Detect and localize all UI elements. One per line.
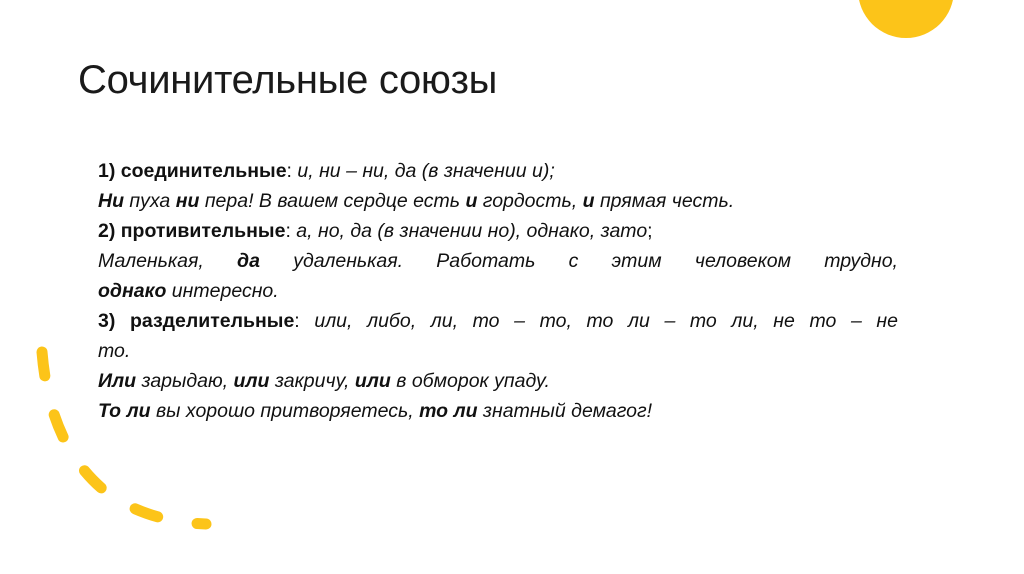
emphasized-text: 3) разделительные: [98, 310, 295, 332]
text-line: [98, 396, 898, 426]
text-span: удаленькая. Работать с этим человеком трудно,: [259, 250, 898, 272]
page-title: Сочинительные союзы: [78, 58, 498, 102]
text-span: :: [285, 220, 297, 242]
slide-content: [98, 156, 898, 426]
text-line: [98, 156, 898, 186]
text-span: гордость,: [477, 190, 583, 212]
text-span: :: [286, 160, 298, 182]
text-line: [98, 216, 898, 246]
text-span: закричу,: [269, 370, 355, 392]
emphasized-text: да: [237, 250, 260, 272]
text-span: ;: [647, 220, 653, 242]
text-span: пера! В вашем сердце есть: [199, 190, 466, 212]
emphasized-text: и: [582, 190, 595, 212]
text-span: интересно.: [166, 280, 279, 302]
emphasized-text: То ли: [98, 400, 151, 422]
text-span: и, ни – ни, да (в значении и);: [297, 160, 555, 182]
text-span: в обморок упаду.: [390, 370, 550, 392]
text-span: а, но, да (в значении но), однако, зато: [296, 220, 648, 242]
text-line: [98, 186, 898, 216]
text-span: знатный демагог!: [477, 400, 653, 422]
text-line: [98, 306, 898, 336]
text-line: [98, 336, 898, 366]
accent-circle: [858, 0, 954, 38]
text-span: зарыдаю,: [136, 370, 234, 392]
emphasized-text: однако: [98, 280, 167, 302]
text-span: то.: [98, 340, 131, 362]
emphasized-text: или: [233, 370, 270, 392]
text-span: :: [294, 310, 315, 332]
emphasized-text: или: [354, 370, 391, 392]
emphasized-text: 1) соединительные: [98, 160, 287, 182]
text-span: или, либо, ли, то – то, то ли – то ли, не то – не: [314, 310, 899, 332]
emphasized-text: Ни: [98, 190, 124, 212]
text-span: прямая честь.: [594, 190, 735, 212]
emphasized-text: ни: [175, 190, 200, 212]
text-line: [98, 366, 898, 396]
emphasized-text: и: [465, 190, 478, 212]
text-span: пуха: [124, 190, 176, 212]
emphasized-text: Или: [98, 370, 137, 392]
text-span: вы хорошо притворяетесь,: [150, 400, 420, 422]
text-span: Маленькая,: [98, 250, 238, 272]
text-line: [98, 276, 898, 306]
text-line: [98, 246, 898, 276]
emphasized-text: то ли: [419, 400, 478, 422]
emphasized-text: 2) противительные: [98, 220, 286, 242]
